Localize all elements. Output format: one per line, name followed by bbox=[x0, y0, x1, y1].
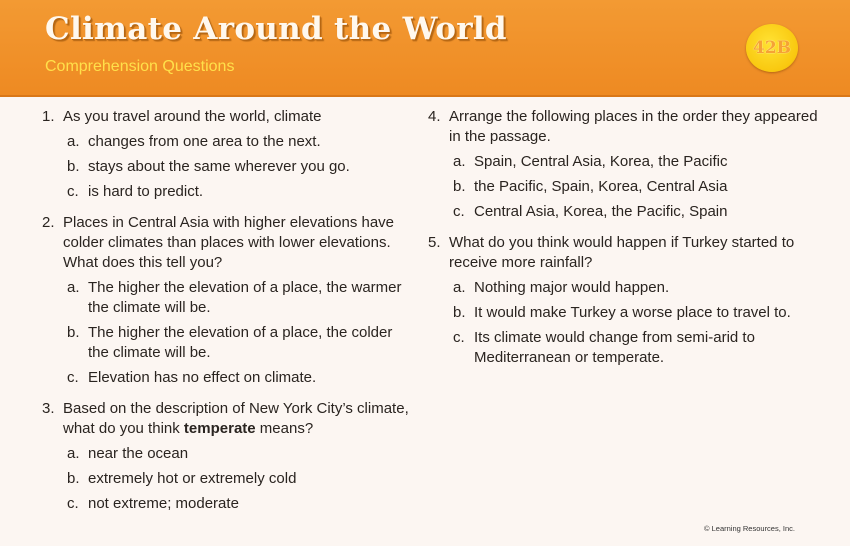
option-letter: c. bbox=[67, 495, 79, 512]
question-text-post: means? bbox=[255, 420, 314, 437]
answer-option bbox=[449, 278, 828, 298]
option-letter: a. bbox=[67, 445, 80, 462]
option-list bbox=[63, 278, 412, 388]
card-title: Climate Around the World bbox=[45, 11, 507, 47]
option-letter: b. bbox=[67, 470, 80, 487]
question-number: 2. bbox=[42, 214, 55, 231]
answer-option bbox=[449, 303, 828, 323]
option-letter: b. bbox=[67, 158, 80, 175]
card-number-label: 42B bbox=[752, 38, 792, 58]
answer-option bbox=[63, 132, 412, 152]
question-number: 4. bbox=[428, 108, 441, 125]
option-text: not extreme; moderate bbox=[88, 495, 239, 512]
answer-option bbox=[63, 368, 412, 388]
option-text: The higher the elevation of a place, the warmer the climate will be. bbox=[88, 279, 402, 316]
question-3 bbox=[42, 399, 412, 514]
option-letter: b. bbox=[67, 324, 80, 341]
answer-option bbox=[449, 177, 828, 197]
option-list bbox=[63, 444, 412, 514]
copyright-notice: © Learning Resources, Inc. bbox=[704, 524, 795, 533]
question-text bbox=[63, 213, 412, 273]
option-letter: a. bbox=[453, 279, 466, 296]
question-keyword: temperate bbox=[183, 420, 256, 437]
option-text: the Pacific, Spain, Korea, Central Asia bbox=[474, 178, 728, 195]
question-number: 1. bbox=[42, 108, 55, 125]
option-text: stays about the same wherever you go. bbox=[88, 158, 350, 175]
answer-option bbox=[63, 494, 412, 514]
option-text: extremely hot or extremely cold bbox=[88, 470, 297, 487]
left-column bbox=[42, 107, 412, 525]
answer-option bbox=[63, 157, 412, 177]
question-text-pre: Arrange the following places in the order they appeared in the passage. bbox=[449, 108, 818, 145]
question-text bbox=[63, 399, 412, 439]
right-column bbox=[428, 107, 828, 379]
option-letter: c. bbox=[453, 203, 465, 220]
question-text bbox=[449, 233, 828, 273]
question-5 bbox=[428, 233, 828, 368]
option-list bbox=[449, 278, 828, 368]
card-subtitle: Comprehension Questions bbox=[45, 58, 235, 75]
answer-option bbox=[449, 202, 828, 222]
question-1 bbox=[42, 107, 412, 202]
option-letter: c. bbox=[67, 369, 79, 386]
question-text-pre: What do you think would happen if Turkey started to receive more rainfall? bbox=[449, 234, 795, 271]
option-list bbox=[63, 132, 412, 202]
option-text: Nothing major would happen. bbox=[474, 279, 670, 296]
option-letter: c. bbox=[453, 329, 465, 346]
option-letter: a. bbox=[67, 133, 80, 150]
card-number-badge bbox=[746, 24, 798, 72]
option-text: The higher the elevation of a place, the colder the climate will be. bbox=[88, 324, 393, 361]
option-text: is hard to predict. bbox=[88, 183, 204, 200]
question-2 bbox=[42, 213, 412, 388]
question-number: 3. bbox=[42, 400, 55, 417]
option-text: near the ocean bbox=[88, 445, 189, 462]
answer-option bbox=[63, 469, 412, 489]
answer-option bbox=[449, 328, 828, 368]
answer-option bbox=[449, 152, 828, 172]
card-header bbox=[0, 0, 850, 97]
question-text bbox=[449, 107, 828, 147]
answer-option bbox=[63, 444, 412, 464]
question-text-pre: As you travel around the world, climate bbox=[63, 108, 322, 125]
option-text: It would make Turkey a worse place to travel to. bbox=[474, 304, 791, 321]
option-letter: a. bbox=[67, 279, 80, 296]
option-letter: c. bbox=[67, 183, 79, 200]
question-number: 5. bbox=[428, 234, 441, 251]
option-letter: b. bbox=[453, 178, 466, 195]
question-4 bbox=[428, 107, 828, 222]
answer-option bbox=[63, 182, 412, 202]
option-text: Elevation has no effect on climate. bbox=[88, 369, 317, 386]
question-text-pre: Based on the description of New York City’s climate, what do you think bbox=[63, 400, 409, 437]
option-list bbox=[449, 152, 828, 222]
option-letter: a. bbox=[453, 153, 466, 170]
question-text-pre: Places in Central Asia with higher elevations have colder climates than places with lower elevations. What does this tell you? bbox=[63, 214, 395, 271]
option-text: Its climate would change from semi-arid to Mediterranean or temperate. bbox=[474, 329, 755, 366]
option-text: changes from one area to the next. bbox=[88, 133, 321, 150]
option-text: Central Asia, Korea, the Pacific, Spain bbox=[474, 203, 728, 220]
answer-option bbox=[63, 323, 412, 363]
question-text bbox=[63, 107, 412, 127]
option-text: Spain, Central Asia, Korea, the Pacific bbox=[474, 153, 728, 170]
option-letter: b. bbox=[453, 304, 466, 321]
answer-option bbox=[63, 278, 412, 318]
